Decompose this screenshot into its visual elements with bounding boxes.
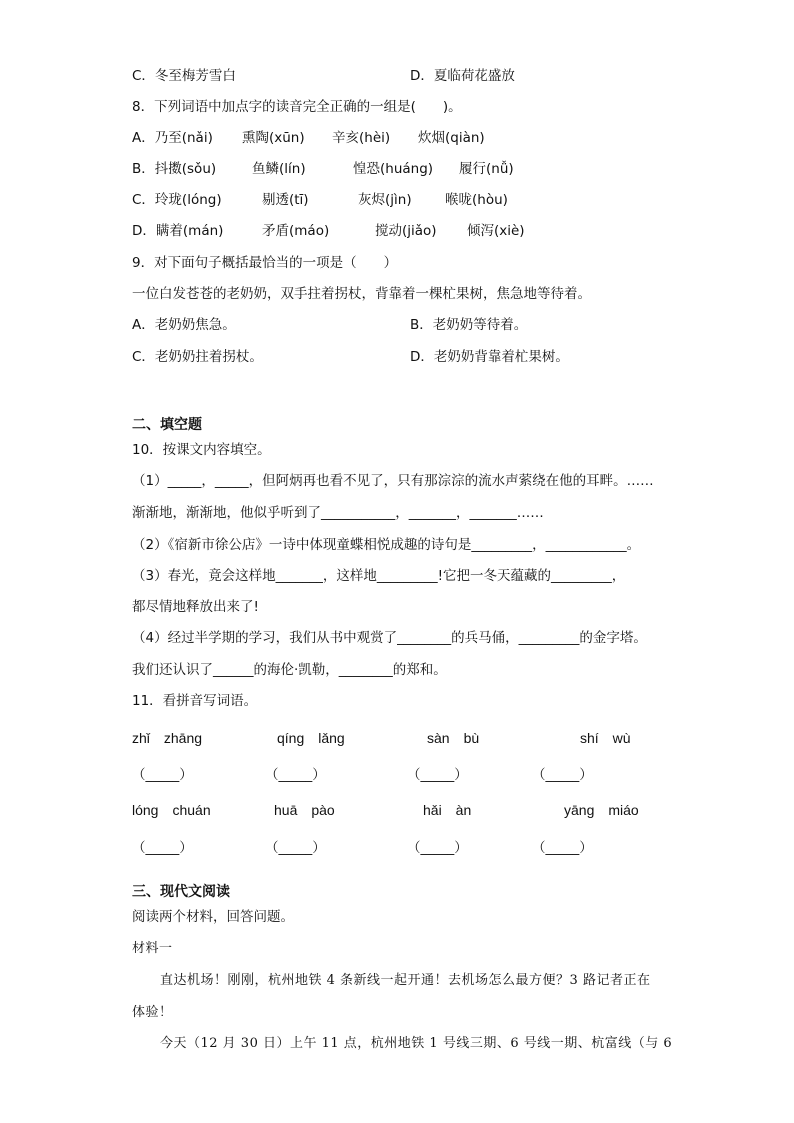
- q9-stem: 9．对下面句子概括最恰当的一项是（ ）: [132, 255, 398, 271]
- answer-blank[interactable]: （_____）: [265, 767, 326, 783]
- pinyin-1: zhǐ zhāng: [132, 730, 203, 746]
- q10-line-2: 渐渐地，渐渐地，他似乎听到了___________，_______，_______……: [132, 505, 544, 521]
- material-1-para-1a: 直达机场！刚刚，杭州地铁 4 条新线一起开通！去机场怎么最方便？3 路记者正在: [160, 973, 651, 988]
- q9-option-b: B．老奶奶等待着。: [410, 317, 528, 333]
- answer-blank[interactable]: （_____）: [407, 767, 468, 783]
- q8-stem: 8．下列词语中加点字的读音完全正确的一组是( )。: [132, 99, 462, 115]
- q10-line-4: （3）春光，竟会这样地_______，这样地_________!它把一冬天蕴藏的_________，: [132, 568, 626, 584]
- q8-a-2: 熏陶(xūn): [242, 130, 305, 146]
- q11-stem: 11．看拼音写词语。: [132, 693, 258, 709]
- q8-d-1: D．瞒着(mán): [132, 223, 224, 239]
- material-1-para-2: 今天（12 月 30 日）上午 11 点，杭州地铁 1 号线三期、6 号线一期、杭富线（与 6: [160, 1036, 673, 1051]
- q9-option-c: C．老奶奶拄着拐杖。: [132, 349, 263, 365]
- answer-blank[interactable]: （_____）: [132, 767, 193, 783]
- pinyin-6: huā pào: [274, 802, 335, 818]
- q10-line-7: 我们还认识了______的海伦·凯勒，________的郑和。: [132, 662, 447, 678]
- material-1-label: 材料一: [132, 941, 173, 956]
- q8-a-4: 炊烟(qiàn): [418, 130, 485, 146]
- q8-a-1: A．乃至(nǎi): [132, 130, 213, 146]
- pinyin-3: sàn bù: [427, 730, 480, 746]
- section-2-title: 二、填空题: [132, 417, 202, 433]
- q8-c-2: 剔透(tī): [262, 192, 309, 208]
- q8-d-3: 搅动(jiǎo): [375, 223, 437, 239]
- answer-blank[interactable]: （_____）: [532, 767, 593, 783]
- q8-c-3: 灰烬(jìn): [358, 192, 412, 208]
- q9-sentence: 一位白发苍苍的老奶奶，双手拄着拐杖，背靠着一棵杧果树，焦急地等待着。: [132, 286, 591, 302]
- q8-b-3: 惶恐(huáng): [353, 161, 434, 177]
- q8-d-4: 倾泻(xiè): [467, 223, 525, 239]
- q8-b-4: 履行(nǚ): [459, 161, 514, 177]
- q8-a-3: 辛亥(hèi): [332, 130, 391, 146]
- answer-blank[interactable]: （_____）: [407, 840, 468, 856]
- q7-option-d: D．夏临荷花盛放: [410, 68, 515, 84]
- pinyin-7: hǎi àn: [423, 802, 472, 818]
- q8-d-2: 矛盾(máo): [262, 223, 330, 239]
- answer-blank[interactable]: （_____）: [132, 840, 193, 856]
- section-3-intro: 阅读两个材料，回答问题。: [132, 909, 294, 925]
- material-1-para-1b: 体验！: [132, 1005, 173, 1020]
- q10-line-1: （1）_____，_____，但阿炳再也看不见了，只有那淙淙的流水声萦绕在他的耳畔。……: [132, 473, 654, 489]
- q10-line-6: （4）经过半学期的学习，我们从书中观赏了________的兵马俑，_________的金字塔。: [132, 630, 647, 646]
- pinyin-2: qíng lǎng: [277, 730, 345, 746]
- pinyin-8: yāng miáo: [564, 802, 639, 818]
- pinyin-5: lóng chuán: [132, 802, 211, 818]
- q7-option-c: C．冬至梅芳雪白: [132, 68, 236, 84]
- section-3-title: 三、现代文阅读: [132, 884, 230, 900]
- q10-stem: 10．按课文内容填空。: [132, 442, 271, 458]
- q8-b-2: 鱼鳞(lín): [252, 161, 306, 177]
- q8-c-4: 喉咙(hòu): [445, 192, 508, 208]
- q9-option-d: D．老奶奶背靠着杧果树。: [410, 349, 569, 365]
- q9-option-a: A．老奶奶焦急。: [132, 317, 236, 333]
- q8-c-1: C．玲珑(lóng): [132, 192, 222, 208]
- answer-blank[interactable]: （_____）: [532, 840, 593, 856]
- q8-b-1: B．抖擞(sǒu): [132, 161, 217, 177]
- q10-line-3: （2）《宿新市徐公店》一诗中体现童蝶相悦成趣的诗句是_________，____________。: [132, 537, 641, 553]
- answer-blank[interactable]: （_____）: [265, 840, 326, 856]
- q10-line-5: 都尽情地释放出来了!: [132, 599, 259, 615]
- pinyin-4: shí wù: [580, 730, 631, 746]
